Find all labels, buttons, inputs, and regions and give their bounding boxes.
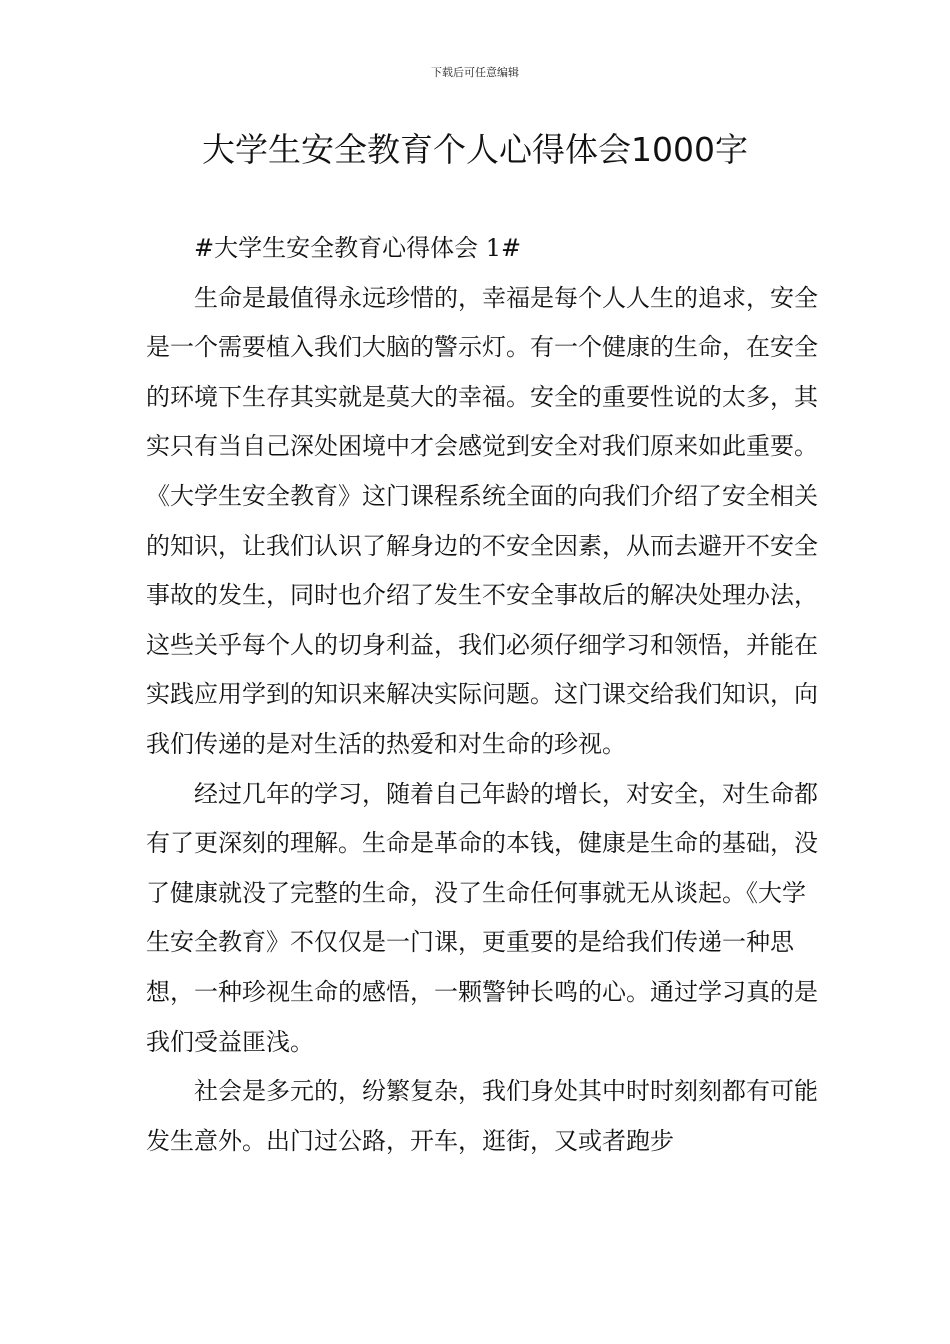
body-paragraph-1: 生命是最值得永远珍惜的，幸福是每个人人生的追求，安全是一个需要植入我们大脑的警示灯。有一个健康的生命，在安全的环境下生存其实就是莫大的幸福。安全的重要性说的太多，其实只有当自己深处困境中才会感觉到安全对我们原来如此重要。《大学生安全教育》这门课程系统全面的向我们介绍了安全相关的知识，让我们认识了解身边的不安全因素，从而去避开不安全事故的发生，同时也介绍了发生不安全事故后的解决处理办法，这些关乎每个人的切身利益，我们必须仔细学习和领悟，并能在实践应用学到的知识来解决实际问题。这门课交给我们知识，向我们传递的是对生活的热爱和对生命的珍视。 (146, 283, 818, 758)
body-paragraph-2: 经过几年的学习，随着自己年龄的增长，对安全，对生命都有了更深刻的理解。生命是革命的本钱，健康是生命的基础，没了健康就没了完整的生命，没了生命任何事就无从谈起。《大学生安全教育》不仅仅是一门课，更重要的是给我们传递一种思想，一种珍视生命的感悟，一颗警钟长鸣的心。通过学习真的是我们受益匪浅。 (146, 779, 818, 1056)
document-title: 大学生安全教育个人心得体会1000字 (202, 130, 748, 169)
header-note: 下载后可任意编辑 (431, 66, 519, 79)
body-paragraph-3: 社会是多元的，纷繁复杂，我们身处其中时时刻刻都有可能发生意外。出门过公路，开车，逛街，又或者跑步 (146, 1077, 818, 1155)
document-body (146, 224, 826, 1166)
section-heading: #大学生安全教育心得体会 1# (194, 234, 522, 262)
